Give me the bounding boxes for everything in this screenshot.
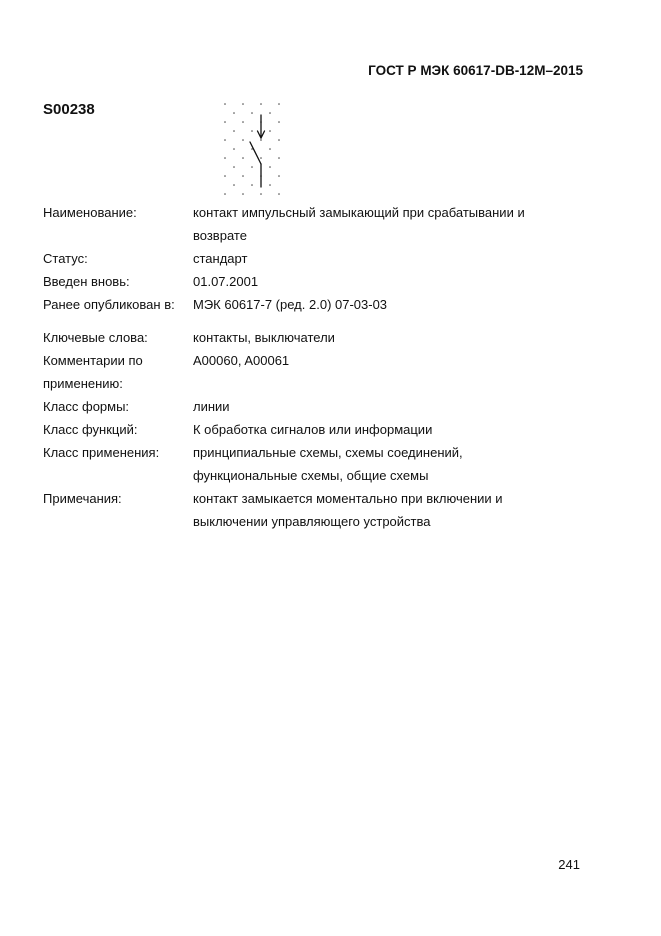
field-value-comments: A00060, A00061 <box>193 353 290 368</box>
field-value-application-class: принципиальные схемы, схемы соединений, <box>193 445 463 460</box>
field-label-function-class: Класс функций: <box>43 422 138 437</box>
field-label-notes: Примечания: <box>43 491 122 506</box>
field-label-shape-class: Класс формы: <box>43 399 130 414</box>
grid-dots <box>224 103 280 195</box>
field-value-shape-class: линии <box>193 399 230 414</box>
field-value-keywords: контакты, выключатели <box>193 330 335 345</box>
field-value-name-continued: возврате <box>193 228 247 243</box>
field-label-status: Статус: <box>43 251 88 266</box>
field-label-name: Наименование: <box>43 205 137 220</box>
document-header: ГОСТ Р МЭК 60617-DB-12M–2015 <box>368 63 583 78</box>
field-value-status: стандарт <box>193 251 248 266</box>
switch-contact-symbol <box>218 98 292 198</box>
symbol-code: S00238 <box>43 101 95 118</box>
field-value-notes: контакт замыкается моментально при включении и <box>193 491 503 506</box>
field-value-application-class-continued: функциональные схемы, общие схемы <box>193 468 429 483</box>
field-value-name: контакт импульсный замыкающий при срабатывании и <box>193 205 525 220</box>
field-label-previously-published: Ранее опубликован в: <box>43 297 175 312</box>
contact-blade <box>250 142 261 164</box>
field-value-notes-continued: выключении управляющего устройства <box>193 514 431 529</box>
field-value-introduced: 01.07.2001 <box>193 274 259 289</box>
field-label-comments-continued: применению: <box>43 376 123 391</box>
field-label-keywords: Ключевые слова: <box>43 330 148 345</box>
field-label-comments: Комментарии по <box>43 353 143 368</box>
page-number: 241 <box>558 857 580 872</box>
field-label-application-class: Класс применения: <box>43 445 160 460</box>
field-value-function-class: К обработка сигналов или информации <box>193 422 433 437</box>
field-value-previously-published: МЭК 60617-7 (ред. 2.0) 07-03-03 <box>193 297 388 312</box>
field-label-introduced: Введен вновь: <box>43 274 130 289</box>
